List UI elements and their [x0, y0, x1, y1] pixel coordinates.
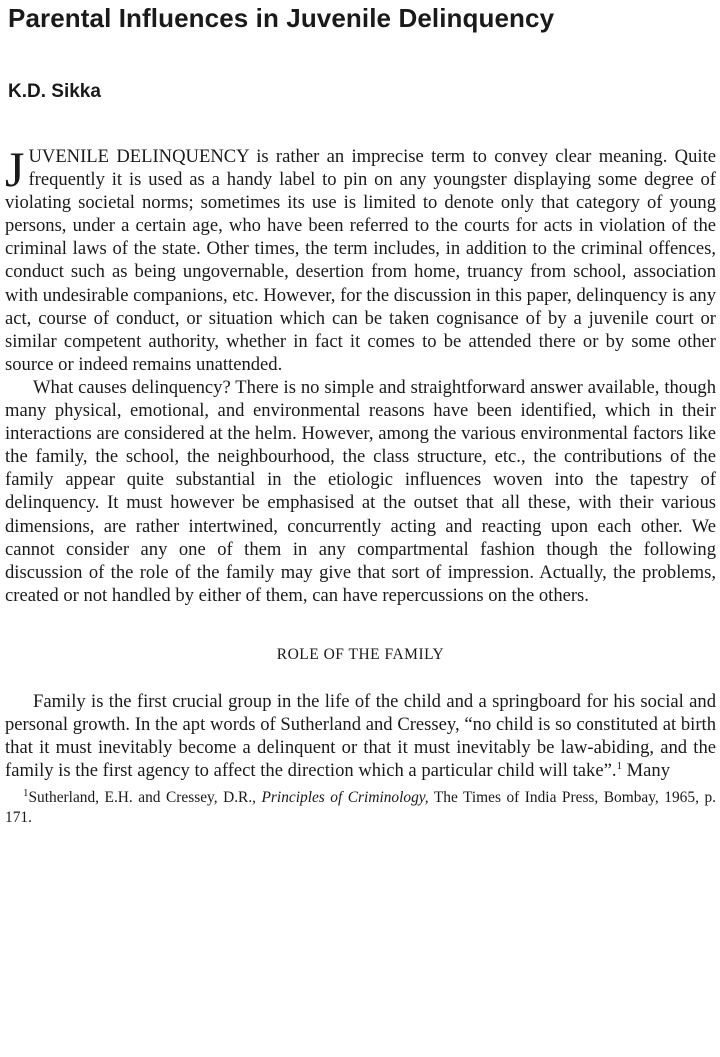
footnote-marker: 1 [23, 787, 29, 800]
paragraph-intro [5, 141, 716, 376]
paragraph-family [5, 690, 716, 782]
footnote [5, 788, 716, 828]
footnote-authors: Sutherland, E.H. and Cressey, D.R., [28, 789, 262, 807]
paragraph-family-text: Family is the first crucial group in the life of the child and a springboard for his social and personal growth. In the apt words of Sutherland and Cressey, “no child is so constituted at birth that it must inevitably become a delinquent or that it must inevitably be law-abiding, and the family is the first agency to affect the direction which a particular child will take”. [5, 690, 716, 782]
footnote-publisher: The Times of India Press, Bombay, 1965, p. 171. [5, 789, 716, 827]
paragraph-intro-text: UVENILE DELINQUENCY is rather an imprecise term to convey clear meaning. Quite frequently it is used as a handy label to pin on any youngster displaying some degree of violating societal norms; sometimes its use is limited to denote only that category of young persons, under a certain age, who have been referred to the courts for acts in violation of the criminal laws of the state. Other times, the term includes, in addition to the criminal offences, conduct such as being ungovernable, desertion from home, truancy from school, association with undesirable companions, etc. However, for the discussion in this paper, delinquency is any act, course of conduct, or situation which can be taken cognisance of by a juvenile court or similar competent authority, whether in fact it comes to be attended there or by some other source or indeed remains unattended. [5, 146, 716, 375]
paragraph-causes: What causes delinquency? There is no simple and straightforward answer available, though many physical, emotional, and environmental reasons have been identified, which in their interactions are considered at the helm. However, among the various environmental factors like the family, the school, the neighbourhood, the class structure, etc., the contributions of the family appear quite substantial in the etiologic influences woven into the tapestry of delinquency. It must however be emphasised at the outset that all these, with their various dimensions, are rather intertwined, concurrently acting and reacting upon each other. We cannot consider any one of them in any compartmental fashion though the following discussion of the role of the family may give that sort of impression. Actually, the problems, created or not handled by either of them, can have repercussions on the others. [5, 376, 716, 606]
article-author: K.D. Sikka [8, 81, 101, 102]
drop-cap: J [5, 141, 25, 197]
article-title: Parental Influences in Juvenile Delinquency [8, 3, 555, 33]
paragraph-family-continuation: Many [621, 760, 671, 782]
footnote-reference[interactable]: 1 [616, 759, 622, 772]
section-heading: ROLE OF THE FAMILY [276, 645, 445, 663]
footnote-book-title: Principles of Criminology, [261, 789, 429, 807]
